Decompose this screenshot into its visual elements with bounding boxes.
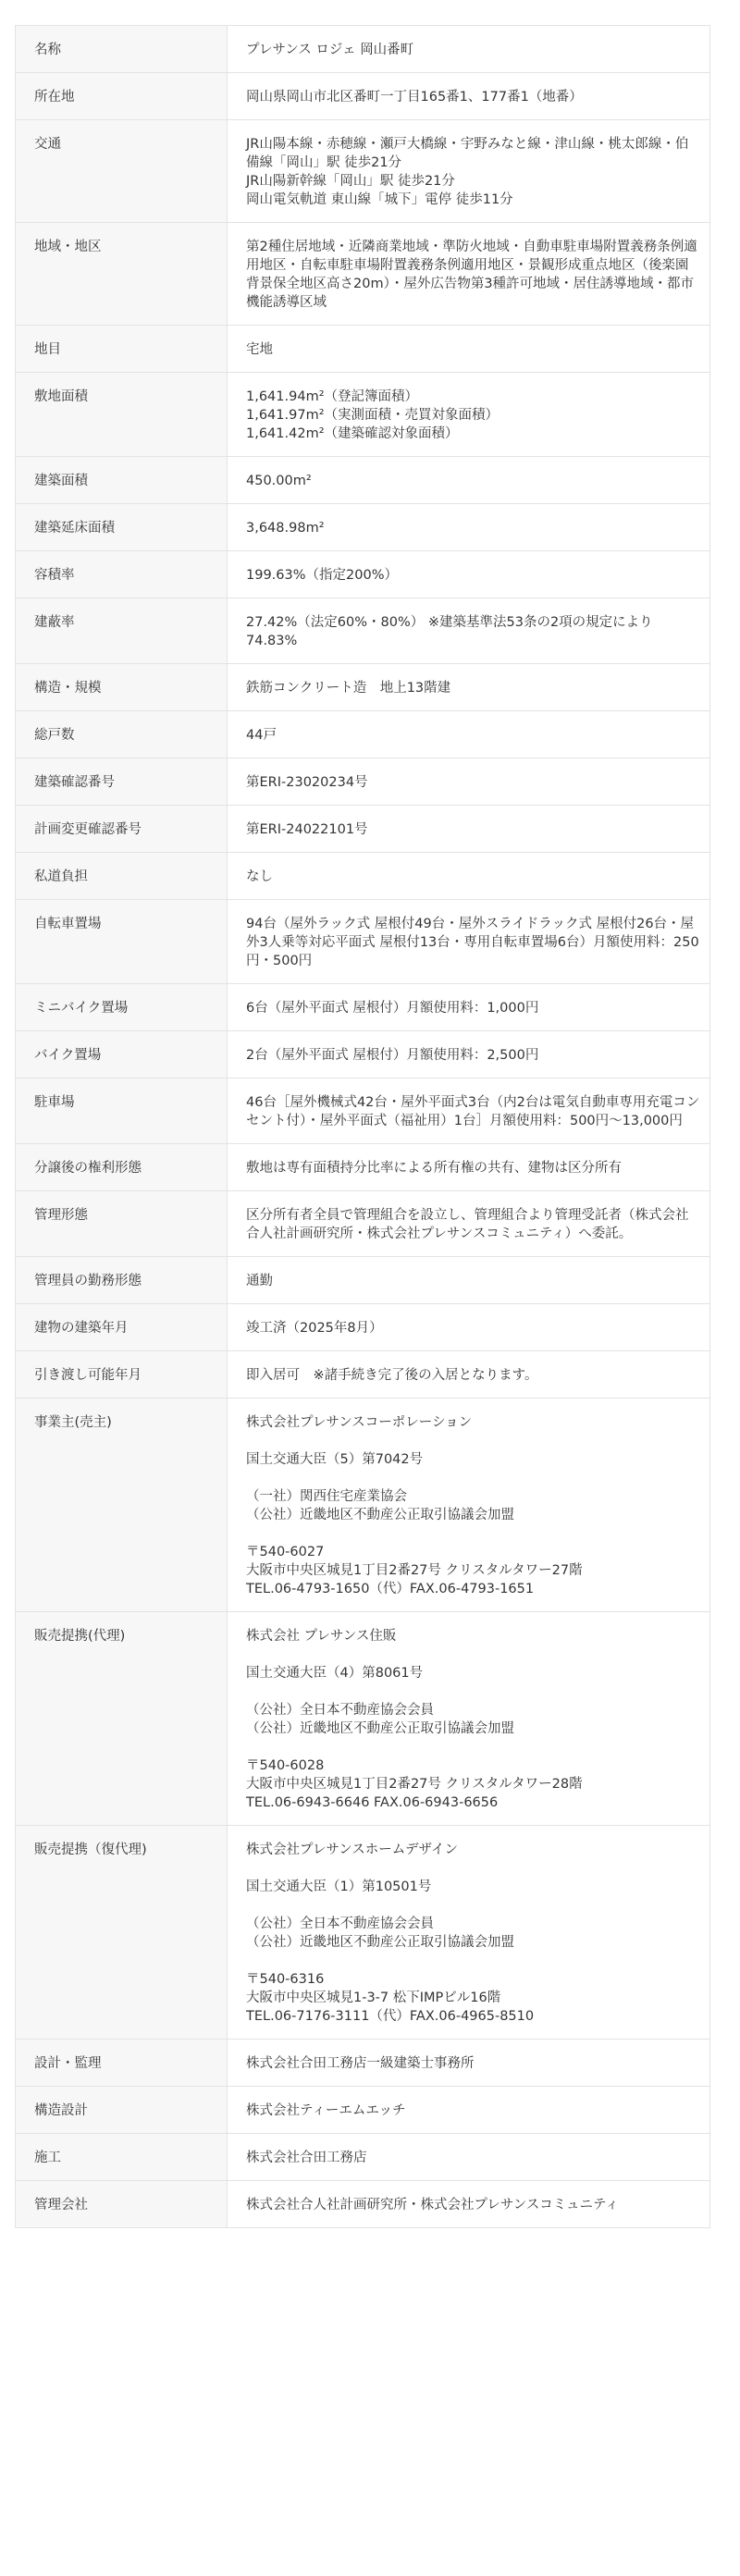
spec-label: 管理員の勤務形態 bbox=[16, 1257, 228, 1304]
spec-label: 地目 bbox=[16, 326, 228, 373]
spec-label: 施工 bbox=[16, 2134, 228, 2181]
spec-value bbox=[228, 1826, 710, 2040]
spec-row bbox=[16, 1257, 710, 1304]
spec-label: 建築面積 bbox=[16, 457, 228, 504]
spec-label: 分譲後の権利形態 bbox=[16, 1144, 228, 1191]
spec-row bbox=[16, 2181, 710, 2228]
spec-value bbox=[228, 1031, 710, 1078]
spec-value-line: 第2種住居地域・近隣商業地域・準防火地域・自動車駐車場附置義務条例適用地区・自転車駐車場附置義務条例適用地区・景観形成重点地区（後楽園背景保全地区高さ20m）・屋外広告物第3種許可地域・居住誘導地域・都市機能誘導区域 bbox=[246, 240, 697, 310]
spec-value-line: 竣工済（2025年8月） bbox=[246, 1321, 383, 1336]
spec-value-line: （一社）関西住宅産業協会 bbox=[246, 1489, 407, 1504]
spec-value-line: 宅地 bbox=[246, 342, 273, 357]
spec-value-line: 株式会社合田工務店一級建築士事務所 bbox=[246, 2056, 475, 2071]
spec-value-line: （公社）近畿地区不動産公正取引協議会加盟 bbox=[246, 1721, 514, 1736]
spec-value-line: 通勤 bbox=[246, 1274, 273, 1288]
spec-value-line: 第ERI-24022101号 bbox=[246, 822, 368, 837]
spec-value bbox=[228, 1144, 710, 1191]
spec-row bbox=[16, 1612, 710, 1826]
spec-value bbox=[228, 26, 710, 73]
spec-label: 私道負担 bbox=[16, 853, 228, 900]
spec-value-line: 岡山電気軌道 東山線「城下」電停 徒歩11分 bbox=[246, 192, 513, 207]
spec-value-line: 〒540-6027 bbox=[246, 1545, 325, 1559]
spec-value-line: 大阪市中央区城見1-3-7 松下IMPビル16階 bbox=[246, 1991, 501, 2005]
spec-value-line: 株式会社プレサンスコーポレーション bbox=[246, 1415, 473, 1430]
spec-value bbox=[228, 2134, 710, 2181]
spec-value-spacer bbox=[246, 1859, 700, 1878]
spec-value-line: 1,641.94m²（登記簿面積） bbox=[246, 389, 419, 404]
spec-row bbox=[16, 900, 710, 984]
spec-row bbox=[16, 326, 710, 373]
spec-row bbox=[16, 1826, 710, 2040]
spec-value-line: 1,641.97m²（実測面積・売買対象面積） bbox=[246, 408, 500, 423]
spec-label: 設計・監理 bbox=[16, 2040, 228, 2087]
spec-value-line: 株式会社合田工務店 bbox=[246, 2151, 367, 2165]
spec-label: 所在地 bbox=[16, 73, 228, 120]
spec-value-spacer bbox=[246, 1738, 700, 1756]
property-spec-table bbox=[15, 25, 710, 2228]
spec-row bbox=[16, 853, 710, 900]
spec-value-line: 94台（屋外ラック式 屋根付49台・屋外スライドラック式 屋根付26台・屋外3人乗等対応平面式 屋根付13台・専用自転車置場6台）月額使用料：250円・500円 bbox=[246, 917, 699, 968]
spec-row bbox=[16, 806, 710, 853]
spec-value-spacer bbox=[246, 1469, 700, 1487]
spec-value-spacer bbox=[246, 1645, 700, 1664]
spec-row bbox=[16, 1031, 710, 1078]
spec-label: 地域・地区 bbox=[16, 223, 228, 326]
spec-row bbox=[16, 73, 710, 120]
spec-row bbox=[16, 598, 710, 664]
spec-value-line: 〒540-6028 bbox=[246, 1758, 325, 1773]
spec-value bbox=[228, 223, 710, 326]
spec-value-line: 株式会社 プレサンス住販 bbox=[246, 1629, 397, 1644]
spec-value-line: 国土交通大臣（1）第10501号 bbox=[246, 1880, 432, 1894]
spec-row bbox=[16, 504, 710, 551]
spec-value-line: 6台（屋外平面式 屋根付）月額使用料：1,000円 bbox=[246, 1001, 539, 1016]
spec-row bbox=[16, 457, 710, 504]
spec-value-line: なし bbox=[246, 869, 273, 884]
spec-row bbox=[16, 758, 710, 806]
spec-value bbox=[228, 1399, 710, 1612]
spec-label: 引き渡し可能年月 bbox=[16, 1351, 228, 1399]
spec-value-line: JR山陽新幹線「岡山」駅 徒歩21分 bbox=[246, 174, 455, 189]
spec-value-spacer bbox=[246, 1524, 700, 1543]
spec-value-line: 2台（屋外平面式 屋根付）月額使用料：2,500円 bbox=[246, 1048, 539, 1063]
spec-row bbox=[16, 1351, 710, 1399]
spec-value-line: 3,648.98m² bbox=[246, 521, 325, 536]
spec-label: 建築延床面積 bbox=[16, 504, 228, 551]
spec-value bbox=[228, 326, 710, 373]
spec-value-spacer bbox=[246, 1952, 700, 1970]
spec-label: バイク置場 bbox=[16, 1031, 228, 1078]
spec-value-line: JR山陽本線・赤穂線・瀬戸大橋線・宇野みなと線・津山線・桃太郎線・伯備線「岡山」駅 徒歩21分 bbox=[246, 137, 689, 170]
spec-value-line: （公社）近畿地区不動産公正取引協議会加盟 bbox=[246, 1508, 514, 1522]
spec-value bbox=[228, 758, 710, 806]
spec-value-line: 岡山県岡山市北区番町一丁目165番1、177番1（地番） bbox=[246, 90, 583, 105]
spec-value bbox=[228, 1351, 710, 1399]
spec-value bbox=[228, 551, 710, 598]
spec-label: ミニバイク置場 bbox=[16, 984, 228, 1031]
spec-value bbox=[228, 373, 710, 457]
spec-value-spacer bbox=[246, 1896, 700, 1915]
spec-value-line: 第ERI-23020234号 bbox=[246, 775, 368, 790]
spec-label: 建築確認番号 bbox=[16, 758, 228, 806]
spec-value bbox=[228, 900, 710, 984]
spec-value bbox=[228, 2040, 710, 2087]
spec-value bbox=[228, 1257, 710, 1304]
spec-row bbox=[16, 1078, 710, 1144]
spec-value-spacer bbox=[246, 1682, 700, 1701]
spec-row bbox=[16, 2087, 710, 2134]
spec-label: 構造・規模 bbox=[16, 664, 228, 711]
spec-value-line: 鉄筋コンクリート造 地上13階建 bbox=[246, 681, 451, 696]
spec-row bbox=[16, 1144, 710, 1191]
spec-row bbox=[16, 1399, 710, 1612]
spec-label: 敷地面積 bbox=[16, 373, 228, 457]
spec-value-line: 敷地は専有面積持分比率による所有権の共有、建物は区分所有 bbox=[246, 1161, 622, 1176]
spec-label: 計画変更確認番号 bbox=[16, 806, 228, 853]
spec-row bbox=[16, 1304, 710, 1351]
spec-label: 管理会社 bbox=[16, 2181, 228, 2228]
spec-value-line: 〒540-6316 bbox=[246, 1972, 325, 1987]
spec-label: 交通 bbox=[16, 120, 228, 223]
spec-value bbox=[228, 806, 710, 853]
spec-value bbox=[228, 598, 710, 664]
spec-value-line: 199.63%（指定200%） bbox=[246, 568, 398, 583]
spec-value-line: 株式会社プレサンスホームデザイン bbox=[246, 1843, 458, 1857]
spec-value-line: 27.42%（法定60%・80%） ※建築基準法53条の2項の規定により74.83% bbox=[246, 615, 653, 648]
spec-value-line: TEL.06-4793-1650（代）FAX.06-4793-1651 bbox=[246, 1582, 535, 1596]
spec-value-line: （公社）全日本不動産協会会員 bbox=[246, 1917, 434, 1931]
spec-label: 管理形態 bbox=[16, 1191, 228, 1257]
spec-value bbox=[228, 2087, 710, 2134]
spec-row bbox=[16, 26, 710, 73]
spec-value-line: （公社）近畿地区不動産公正取引協議会加盟 bbox=[246, 1935, 514, 1950]
spec-value-line: TEL.06-7176-3111（代）FAX.06-4965-8510 bbox=[246, 2009, 535, 2024]
spec-value-line: 46台［屋外機械式42台・屋外平面式3台（内2台は電気自動車専用充電コンセント付）・屋外平面式（福祉用）1台］月額使用料：500円～13,000円 bbox=[246, 1095, 700, 1128]
spec-value-line: 大阪市中央区城見1丁目2番27号 クリスタルタワー28階 bbox=[246, 1777, 583, 1792]
spec-value-line: プレサンス ロジェ 岡山番町 bbox=[246, 43, 414, 57]
spec-label: 販売提携（復代理) bbox=[16, 1826, 228, 2040]
spec-row bbox=[16, 2134, 710, 2181]
spec-value bbox=[228, 711, 710, 758]
spec-row bbox=[16, 223, 710, 326]
spec-row bbox=[16, 2040, 710, 2087]
spec-value-line: 国土交通大臣（5）第7042号 bbox=[246, 1452, 424, 1467]
spec-value-spacer bbox=[246, 1432, 700, 1450]
spec-value bbox=[228, 1191, 710, 1257]
spec-label: 名称 bbox=[16, 26, 228, 73]
spec-value bbox=[228, 120, 710, 223]
spec-row bbox=[16, 120, 710, 223]
spec-value bbox=[228, 73, 710, 120]
spec-value bbox=[228, 984, 710, 1031]
spec-value-line: 450.00m² bbox=[246, 474, 312, 488]
spec-label: 駐車場 bbox=[16, 1078, 228, 1144]
spec-label: 構造設計 bbox=[16, 2087, 228, 2134]
spec-label: 建蔽率 bbox=[16, 598, 228, 664]
spec-value bbox=[228, 664, 710, 711]
spec-row bbox=[16, 711, 710, 758]
spec-value bbox=[228, 1078, 710, 1144]
spec-value-line: （公社）全日本不動産協会会員 bbox=[246, 1703, 434, 1718]
spec-value bbox=[228, 2181, 710, 2228]
spec-label: 事業主(売主) bbox=[16, 1399, 228, 1612]
spec-label: 建物の建築年月 bbox=[16, 1304, 228, 1351]
spec-value-line: 国土交通大臣（4）第8061号 bbox=[246, 1666, 424, 1681]
spec-row bbox=[16, 373, 710, 457]
spec-value bbox=[228, 853, 710, 900]
spec-value-line: 1,641.42m²（建築確認対象面積） bbox=[246, 426, 459, 441]
spec-value bbox=[228, 1612, 710, 1826]
spec-row bbox=[16, 984, 710, 1031]
spec-value-line: 即入居可 ※諸手続き完了後の入居となります。 bbox=[246, 1368, 538, 1383]
spec-value-line: 株式会社合人社計画研究所・株式会社プレサンスコミュニティ bbox=[246, 2198, 619, 2212]
spec-value-line: TEL.06-6943-6646 FAX.06-6943-6656 bbox=[246, 1795, 499, 1810]
spec-label: 容積率 bbox=[16, 551, 228, 598]
spec-value-line: 44戸 bbox=[246, 728, 277, 743]
spec-value-line: 大阪市中央区城見1丁目2番27号 クリスタルタワー27階 bbox=[246, 1563, 583, 1578]
spec-value bbox=[228, 1304, 710, 1351]
spec-row bbox=[16, 664, 710, 711]
spec-label: 販売提携(代理) bbox=[16, 1612, 228, 1826]
spec-value-line: 株式会社ティーエムエッチ bbox=[246, 2103, 406, 2118]
property-spec-table-body bbox=[16, 26, 710, 2228]
spec-value bbox=[228, 504, 710, 551]
spec-row bbox=[16, 1191, 710, 1257]
spec-label: 総戸数 bbox=[16, 711, 228, 758]
spec-value bbox=[228, 457, 710, 504]
spec-value-line: 区分所有者全員で管理組合を設立し、管理組合より管理受託者（株式会社合人社計画研究所・株式会社プレサンスコミュニティ）へ委託。 bbox=[246, 1208, 689, 1241]
spec-label: 自転車置場 bbox=[16, 900, 228, 984]
spec-row bbox=[16, 551, 710, 598]
property-spec-section bbox=[15, 25, 710, 2228]
